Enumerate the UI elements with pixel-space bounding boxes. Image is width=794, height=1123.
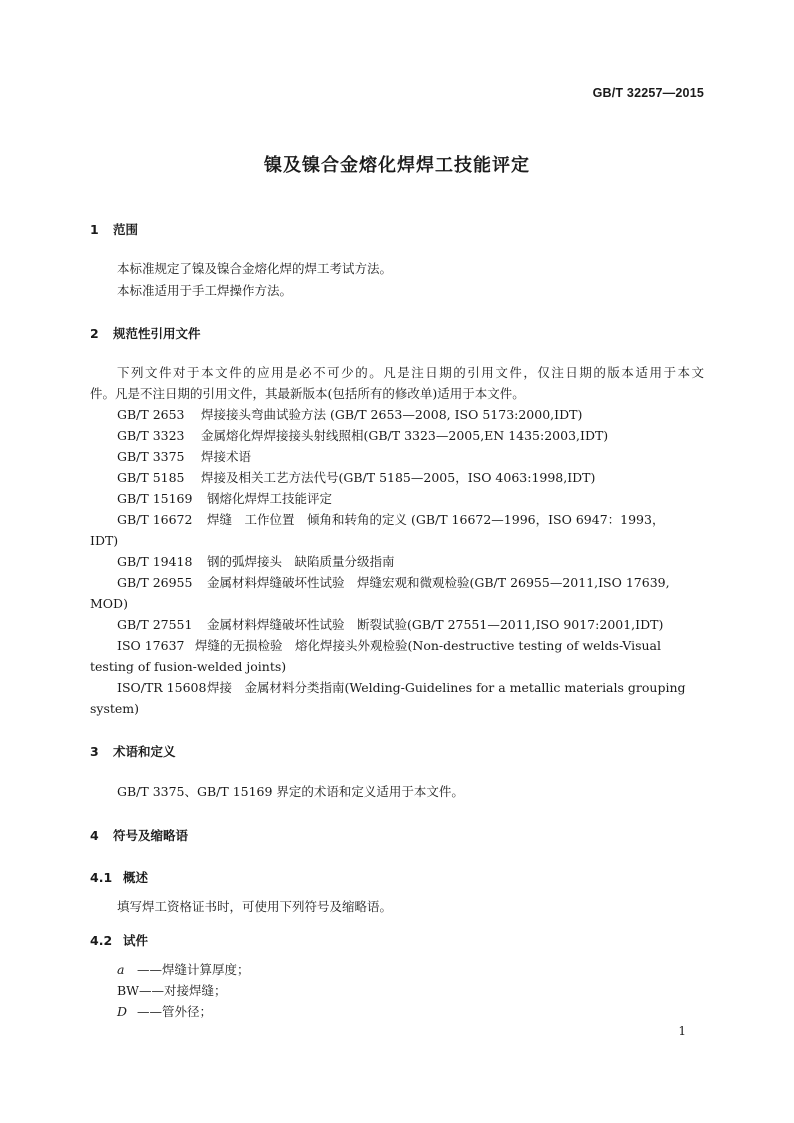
reference-text: 钢熔化焊焊工技能评定 — [207, 491, 333, 506]
reference-text: 焊接及相关工艺方法代号(GB/T 5185—2005，ISO 4063:1998,IDT) — [201, 470, 596, 485]
reference-item — [117, 512, 664, 528]
symbol-description: ——焊缝计算厚度； — [137, 962, 250, 977]
paragraph: 下列文件对于本文件的应用是必不可少的。凡是注日期的引用文件，仅注日期的版本适用于本文 — [117, 365, 704, 380]
reference-item — [117, 575, 670, 591]
reference-code: GB/T 5185 — [117, 470, 185, 485]
reference-text: 焊接术语 — [201, 449, 252, 464]
reference-text: 焊缝的无损检验 熔化焊接头外观检验(Non-destructive testing of welds-Visual — [195, 638, 661, 653]
reference-continuation: MOD) — [90, 596, 128, 611]
reference-code: GB/T 27551 — [117, 617, 193, 632]
reference-item — [117, 680, 686, 696]
subsection-title: 概述 — [123, 870, 149, 885]
subsection-number: 4.1 — [90, 870, 113, 885]
reference-item — [117, 638, 661, 654]
reference-code: GB/T 16672 — [117, 512, 193, 527]
reference-item — [117, 428, 608, 444]
section-title: 术语和定义 — [113, 744, 176, 759]
reference-code: GB/T 19418 — [117, 554, 193, 569]
symbol: BW — [117, 983, 140, 998]
section-number: 1 — [90, 222, 99, 237]
reference-code: GB/T 15169 — [117, 491, 193, 506]
document-title: 镍及镍合金熔化焊焊工技能评定 — [264, 155, 530, 176]
page-number: 1 — [678, 1024, 686, 1038]
section-number: 2 — [90, 326, 99, 341]
paragraph: 件。凡是不注日期的引用文件，其最新版本(包括所有的修改单)适用于本文件。 — [90, 386, 525, 401]
paragraph: 本标准规定了镍及镍合金熔化焊的焊工考试方法。 — [117, 261, 393, 276]
reference-item — [117, 407, 582, 423]
section-3-heading — [90, 742, 176, 760]
paragraph: 填写焊工资格证书时，可使用下列符号及缩略语。 — [117, 899, 393, 914]
reference-item — [117, 554, 395, 570]
standard-code: GB/T 32257—2015 — [592, 86, 704, 100]
reference-continuation: IDT) — [90, 533, 119, 548]
paragraph: 本标准适用于手工焊操作方法。 — [117, 283, 293, 298]
reference-text: 焊缝 工作位置 倾角和转角的定义 (GB/T 16672—1996，ISO 6947：1993， — [207, 512, 665, 527]
section-4-heading — [90, 826, 188, 844]
subsection-title: 试件 — [123, 933, 149, 948]
section-title: 范围 — [113, 222, 139, 237]
reference-item — [117, 617, 663, 633]
symbol: D — [117, 1004, 128, 1019]
reference-code: GB/T 2653 — [117, 407, 185, 422]
symbol: a — [117, 962, 125, 977]
symbol-item — [117, 962, 250, 978]
reference-code: ISO/TR 15608 — [117, 680, 207, 695]
subsection-number: 4.2 — [90, 933, 113, 948]
section-title: 符号及缩略语 — [113, 828, 189, 843]
section-number: 4 — [90, 828, 99, 843]
symbol-description: ——对接焊缝； — [139, 983, 227, 998]
reference-text: 金属熔化焊焊接接头射线照相(GB/T 3323—2005,EN 1435:2003,IDT) — [201, 428, 609, 443]
subsection-4-2-heading — [90, 931, 148, 949]
reference-text: 焊接 金属材料分类指南(Welding-Guidelines for a metallic materials grouping — [207, 680, 686, 695]
section-2-heading — [90, 324, 201, 342]
symbol-item — [117, 1004, 212, 1020]
reference-continuation: testing of fusion-welded joints) — [90, 659, 287, 674]
reference-continuation: system) — [90, 701, 140, 716]
reference-item — [117, 491, 332, 507]
reference-code: GB/T 3323 — [117, 428, 185, 443]
reference-text: 焊接接头弯曲试验方法 (GB/T 2653—2008, ISO 5173:2000,IDT) — [201, 407, 583, 422]
paragraph: GB/T 3375、GB/T 15169 界定的术语和定义适用于本文件。 — [117, 784, 464, 799]
subsection-4-1-heading — [90, 868, 148, 886]
reference-text: 金属材料焊缝破坏性试验 断裂试验(GB/T 27551—2011,ISO 9017:2001,IDT) — [207, 617, 664, 632]
reference-text: 钢的弧焊接头 缺陷质量分级指南 — [207, 554, 395, 569]
symbol-description: ——管外径； — [137, 1004, 213, 1019]
reference-code: ISO 17637 — [117, 638, 185, 653]
section-number: 3 — [90, 744, 99, 759]
reference-code: GB/T 26955 — [117, 575, 193, 590]
reference-text: 金属材料焊缝破坏性试验 焊缝宏观和微观检验(GB/T 26955—2011,ISO 17639, — [207, 575, 670, 590]
reference-code: GB/T 3375 — [117, 449, 185, 464]
section-title: 规范性引用文件 — [113, 326, 201, 341]
section-1-heading — [90, 220, 138, 238]
reference-item — [117, 470, 595, 486]
reference-item — [117, 449, 251, 465]
symbol-item — [117, 983, 227, 999]
